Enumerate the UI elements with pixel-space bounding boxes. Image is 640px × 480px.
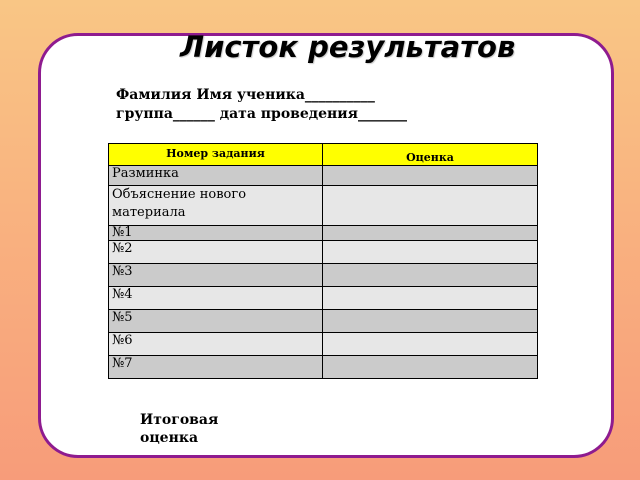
task-cell: №6 [109,333,323,356]
grade-cell[interactable] [323,287,538,310]
page-title: Листок результатов [180,30,516,64]
grade-cell[interactable] [323,310,538,333]
grade-cell[interactable] [323,356,538,379]
task-cell: №1 [109,226,323,241]
header-task-number: Номер задания [109,144,323,166]
grade-cell[interactable] [323,226,538,241]
table-row [109,264,538,287]
task-cell: №7 [109,356,323,379]
group-date-line: группа______ дата проведения_______ [116,106,408,122]
results-table [108,143,538,379]
task-cell: Разминка [109,166,323,186]
header-grade: Оценка [323,144,538,166]
task-cell: №5 [109,310,323,333]
table-row [109,241,538,264]
task-cell: №3 [109,264,323,287]
grade-cell[interactable] [323,264,538,287]
final-grade-label: Итоговая оценка [140,412,219,446]
student-name-line: Фамилия Имя ученика__________ [116,87,375,103]
table-row [109,287,538,310]
table-row [109,356,538,379]
task-cell: №2 [109,241,323,264]
task-cell: №4 [109,287,323,310]
grade-cell[interactable] [323,166,538,186]
table-row [109,166,538,186]
grade-cell[interactable] [323,241,538,264]
table-row [109,310,538,333]
table-row [109,226,538,241]
table-header-row [109,144,538,166]
grade-cell[interactable] [323,186,538,226]
table-row [109,186,538,226]
grade-cell[interactable] [323,333,538,356]
task-cell: Объяснение нового материала [109,186,323,226]
table-row [109,333,538,356]
